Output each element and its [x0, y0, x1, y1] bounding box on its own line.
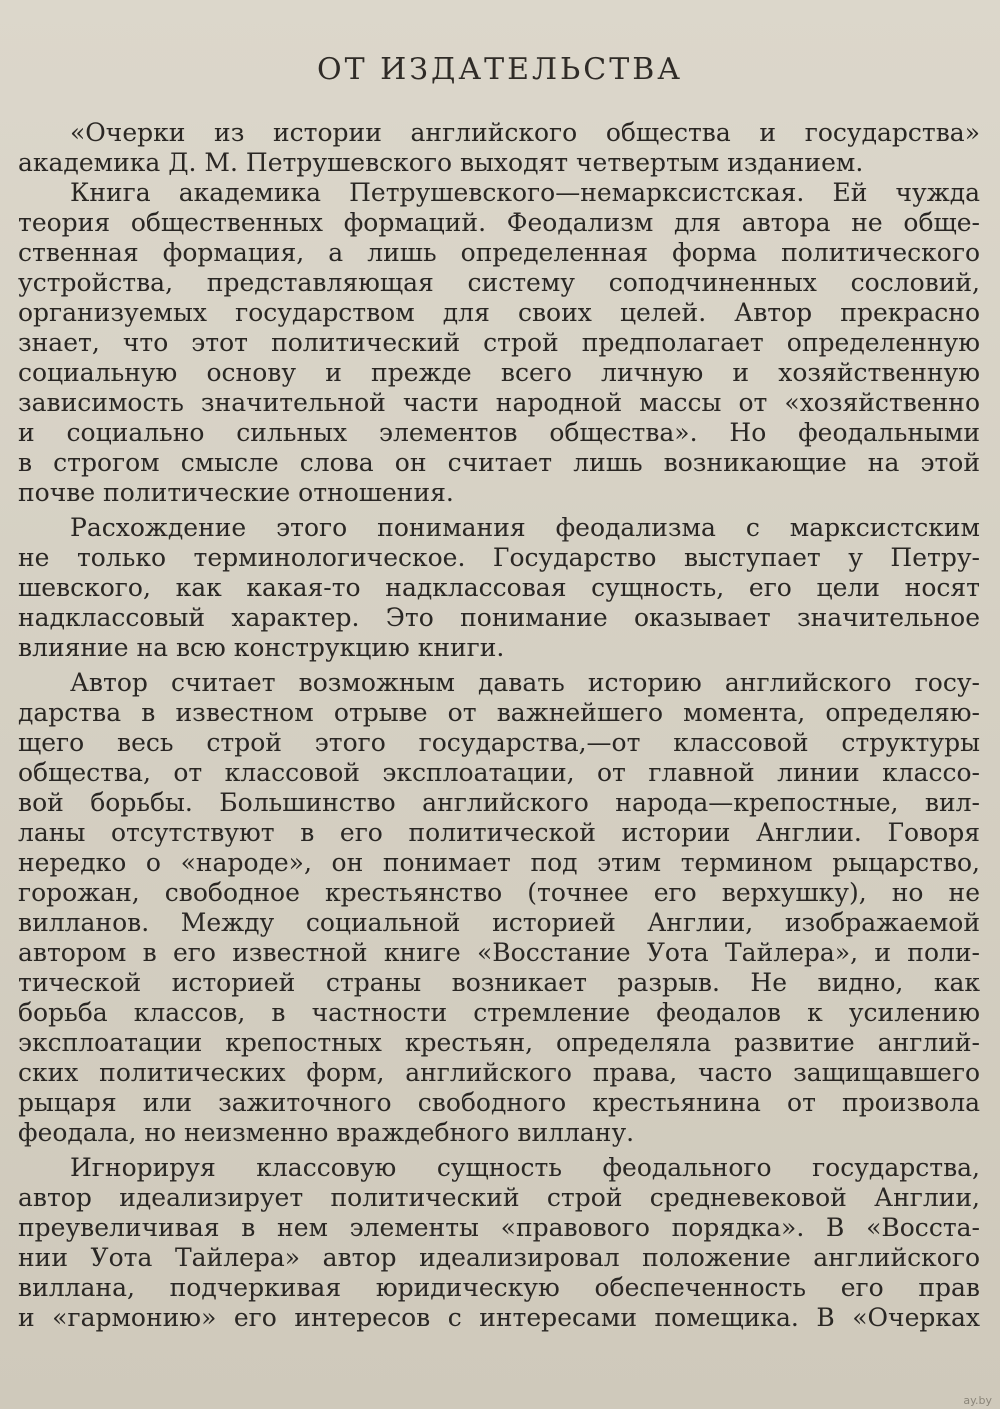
text-line: влияние на всю конструкцию книги.	[18, 633, 505, 662]
text-line: в строгом смысле слова он считает лишь возникающие на этой	[18, 448, 980, 477]
text-line: феодала, но неизменно враждебного виллану.	[18, 1118, 635, 1147]
text-line: ских политических форм, английского права, часто защищавшего	[18, 1058, 980, 1087]
text-line: знает, что этот политический строй предполагает определенную	[18, 328, 980, 357]
watermark: ay.by	[963, 1394, 992, 1407]
text-line: и социально сильных элементов общества». Но феодальными	[18, 418, 980, 447]
text-line: дарства в известном отрыве от важнейшего момента, определяю-	[18, 698, 980, 727]
text-line: Игнорируя классовую сущность феодального государства,	[70, 1153, 980, 1182]
text-line: эксплоатации крепостных крестьян, определяла развитие англий-	[18, 1028, 980, 1057]
text-line: вой борьбы. Большинство английского народа—крепостные, вил-	[18, 788, 980, 817]
text-line: виллана, подчеркивая юридическую обеспеченность его прав	[18, 1273, 980, 1302]
text-line: Автор считает возможным давать историю английского госу-	[70, 668, 980, 697]
text-line: борьба классов, в частности стремление феодалов к усилению	[18, 998, 980, 1027]
text-line: Книга академика Петрушевского—немарксистская. Ей чужда	[70, 178, 980, 207]
text-line: академика Д. М. Петрушевского выходят четвертым изданием.	[18, 148, 864, 177]
text-line: почве политические отношения.	[18, 478, 454, 507]
text-line: социальную основу и прежде всего личную и хозяйственную	[18, 358, 980, 387]
text-line: надклассовый характер. Это понимание оказывает значительное	[18, 603, 980, 632]
text-line: щего весь строй этого государства,—от классовой структуры	[18, 728, 980, 757]
text-line: ланы отсутствуют в его политической истории Англии. Говоря	[18, 818, 980, 847]
body-text	[18, 118, 980, 1333]
text-line: организуемых государством для своих целей. Автор прекрасно	[18, 298, 980, 327]
text-line: общества, от классовой эксплоатации, от главной линии классо-	[18, 758, 980, 787]
text-line: нии Уота Тайлера» автор идеализировал положение английского	[18, 1243, 980, 1272]
text-line: вилланов. Между социальной историей Англии, изображаемой	[18, 908, 980, 937]
text-line: автором в его известной книге «Восстание Уота Тайлера», и поли-	[18, 938, 980, 967]
text-line: рыцаря или зажиточного свободного крестьянина от произвола	[18, 1088, 980, 1117]
text-line: не только терминологическое. Государство выступает у Петру-	[18, 543, 980, 572]
text-line: горожан, свободное крестьянство (точнее его верхушку), но не	[18, 878, 980, 907]
text-line: «Очерки из истории английского общества и государства»	[70, 118, 980, 147]
text-line: теория общественных формаций. Феодализм для автора не обще-	[18, 208, 980, 237]
text-line: тической историей страны возникает разрыв. Не видно, как	[18, 968, 980, 997]
text-line: ственная формация, а лишь определенная форма политического	[18, 238, 980, 267]
text-line: и «гармонию» его интересов с интересами помещика. В «Очерках	[18, 1303, 980, 1332]
page-title: ОТ ИЗДАТЕЛЬСТВА	[317, 52, 683, 87]
text-line: устройства, представляющая систему соподчиненных сословий,	[18, 268, 980, 297]
text-line: зависимость значительной части народной массы от «хозяйственно	[18, 388, 980, 417]
text-line: Расхождение этого понимания феодализма с марксистским	[70, 513, 980, 542]
text-line: нередко о «народе», он понимает под этим термином рыцарство,	[18, 848, 980, 877]
text-line: преувеличивая в нем элементы «правового порядка». В «Восста-	[18, 1213, 980, 1242]
text-line: автор идеализирует политический строй средневековой Англии,	[18, 1183, 980, 1212]
text-line: шевского, как какая-то надклассовая сущность, его цели носят	[18, 573, 980, 602]
